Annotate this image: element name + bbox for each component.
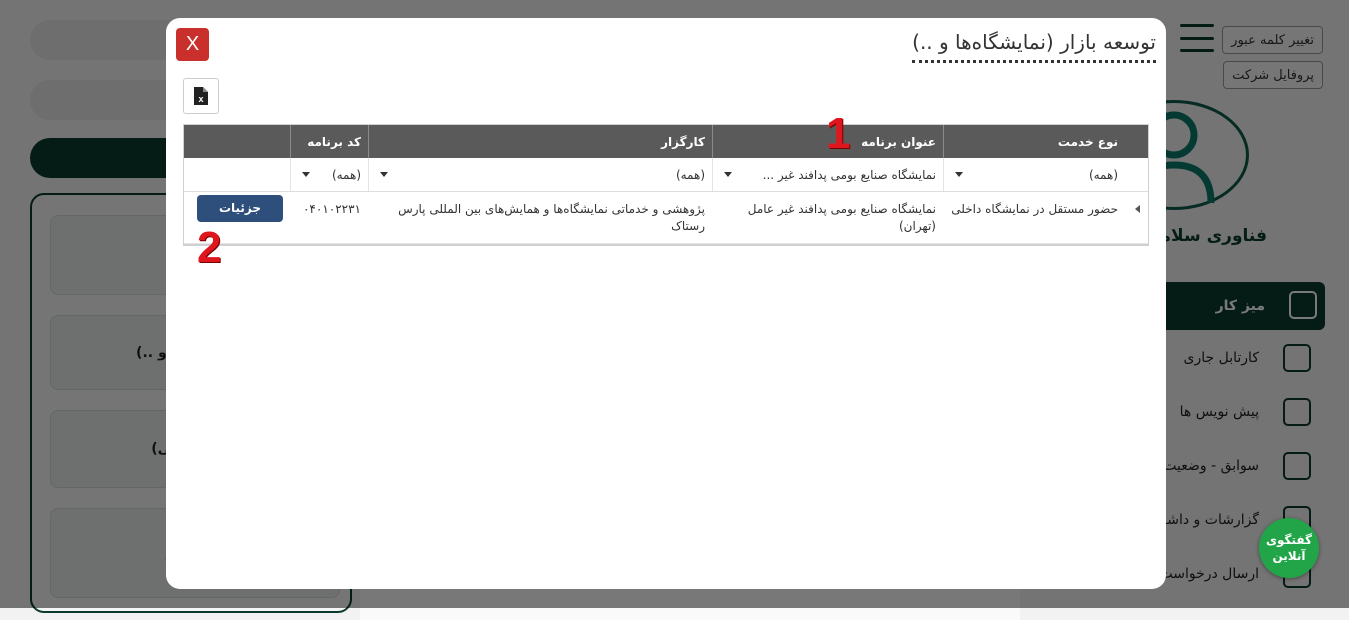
excel-export-button[interactable] [183,78,219,114]
data-grid [183,124,1149,246]
chevron-down-icon [724,172,732,177]
cell-service-type [943,192,1148,243]
filter-actions-empty [184,158,290,191]
filter-agent[interactable] [368,158,712,191]
svg-text:x: x [198,94,204,104]
filter-value: (همه) [1088,167,1118,182]
filter-service-type[interactable] [943,158,1148,191]
chat-label-line2: آنلاین [1272,549,1306,563]
filter-value: (همه) [675,167,705,182]
modal-title: توسعه بازار (نمایشگاه‌ها و ..) [912,30,1156,63]
filter-value: نمایشگاه صنایع بومی پدافند غیر ... [762,167,936,182]
annotation-number-2: 2 [197,223,222,272]
grid-header-row [184,125,1148,158]
filter-program-title[interactable] [712,158,943,191]
close-button[interactable]: X [176,28,209,61]
column-header-program-code[interactable]: کد برنامه [290,125,368,158]
cell-program-code: ۰۴۰۱۰۲۲۳۱ [302,202,361,216]
chat-label-line1: گفتگوی [1266,532,1313,547]
filter-program-code[interactable] [290,158,368,191]
table-row[interactable] [184,192,1148,244]
column-header-agent[interactable]: کارگزار [368,125,712,158]
grid-filter-row [184,158,1148,192]
excel-export-icon [194,87,208,105]
details-button[interactable]: جزئیات [197,195,283,222]
modal-dialog [166,18,1166,589]
cell-agent: پژوهشی و خدماتی نمایشگاه‌ها و همایش‌های بین المللی پارس رستاک [398,202,705,234]
cell-program-title: نمایشگاه صنایع بومی پدافند غیر عامل (تهران) [747,202,936,234]
column-header-service-type[interactable]: نوع خدمت [943,125,1148,158]
expand-row-icon[interactable] [1135,205,1140,213]
cell-text: حضور مستقل در نمایشگاه داخلی [951,202,1118,216]
chevron-down-icon [302,172,310,177]
column-header-program-title[interactable]: عنوان برنامه [712,125,943,158]
chevron-down-icon [380,172,388,177]
column-header-actions [184,125,290,158]
online-chat-button[interactable] [1259,518,1319,578]
chevron-down-icon [955,172,963,177]
filter-value: (همه) [331,167,361,182]
annotation-number-1: 1 [826,109,851,158]
